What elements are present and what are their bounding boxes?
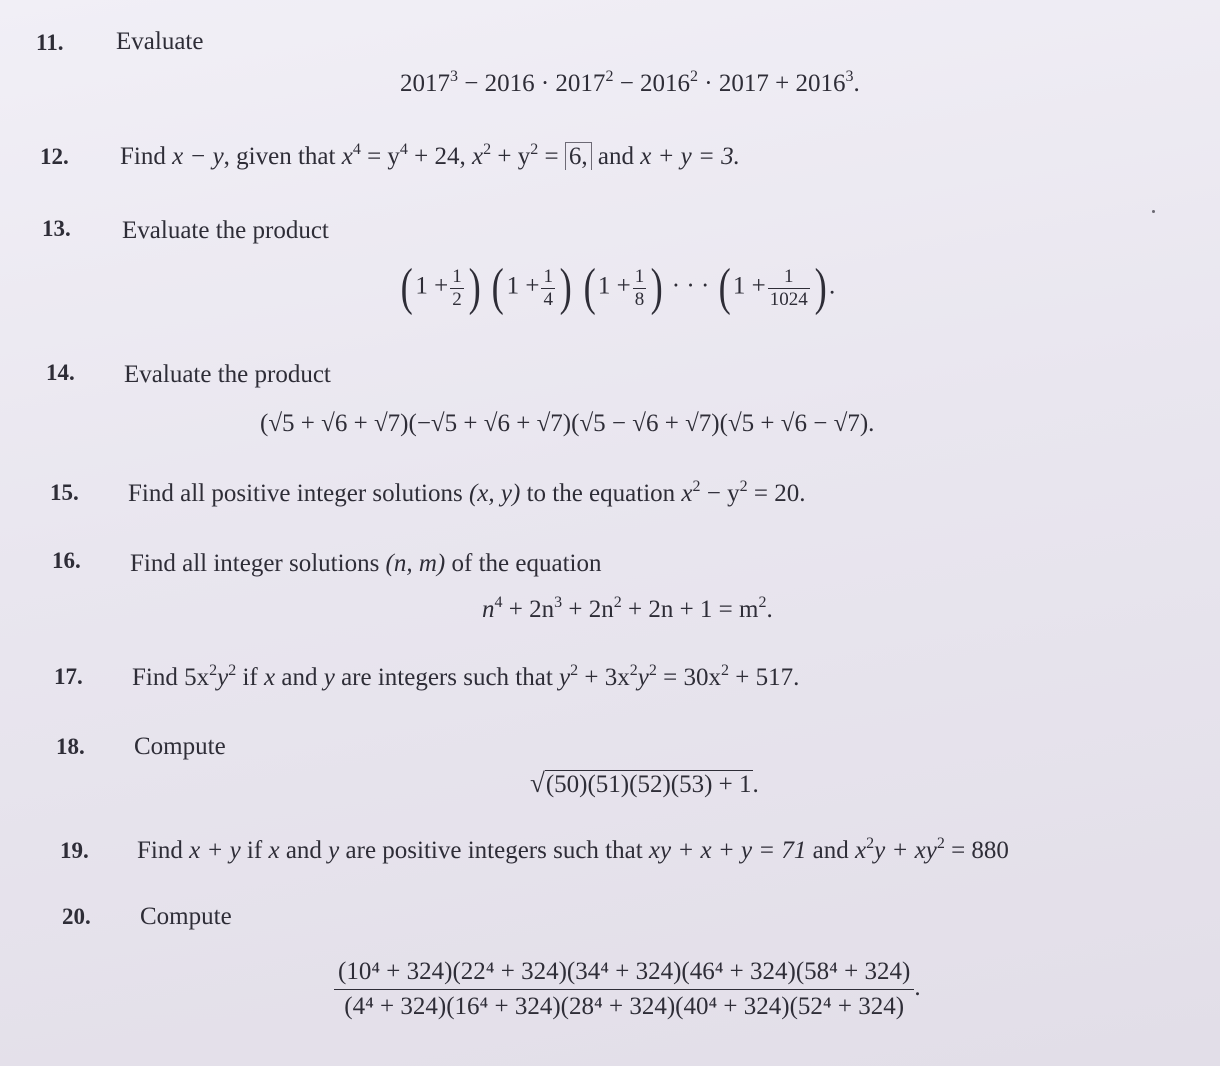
problem-11-number: 11. <box>36 30 64 55</box>
problem-16-text: Find all integer solutions (n, m) of the equation <box>130 550 602 577</box>
problem-20-number: 20. <box>62 904 91 929</box>
problem-15-number: 15. <box>50 480 79 505</box>
boxed-value: 6, <box>565 142 592 170</box>
problem-19-text: Find x + y if x and y are positive integers such that xy + x + y = 71 and $x^2y + xy^2 = 880$ <box>137 835 1009 864</box>
problem-14-number: 14. <box>46 360 75 385</box>
problem-13-text: Evaluate the product <box>122 217 329 244</box>
problem-15-text: Find all positive integer solutions (x, y) to the equation $x^2 - y^2 = 20$. <box>128 478 806 507</box>
problem-17-text: Find $5x^2y^2$ if x and y are integers such that $y^2 + 3x^2y^2 = 30x^2 + 517$. <box>132 662 800 691</box>
problem-12-number: 12. <box>40 144 69 169</box>
problem-20-fraction: $\frac{\text{(10⁴ + 324)(22⁴ + 324)(34⁴ + 324)(46⁴ + 324)(58⁴ + 324)}}{\text{(4⁴ + 324)(16⁴ + 324)(28⁴ + 324)(40⁴ + 324)(52⁴ + 324)}}$ . <box>334 958 921 1021</box>
problem-13-product: ( 1 + $\frac{1}{2}$ ) ( 1 + $\frac{1}{4}$ ) ( 1 + $\frac{1}{8}$ ) · · · ( 1 + $\frac{1}{1024}$ ) . <box>400 259 836 316</box>
problem-13-number: 13. <box>42 216 71 241</box>
fraction-denominator: (4⁴ + 324)(16⁴ + 324)(28⁴ + 324)(40⁴ + 324)(52⁴ + 324) <box>334 989 914 1021</box>
problem-16-number: 16. <box>52 548 81 573</box>
problem-17-number: 17. <box>54 664 83 689</box>
problem-14-text: Evaluate the product <box>124 361 331 388</box>
problem-18-number: 18. <box>56 734 85 759</box>
problem-11-expression: $2017^3 - 2016 \cdot 2017^2 - 2016^2 \cdot 2017 + 2016^3$. <box>400 68 860 97</box>
problem-11-text: Evaluate <box>116 28 204 55</box>
problem-19-number: 19. <box>60 838 89 863</box>
problem-12-text: Find x − y, given that $x^4 = y^4 + 24$, $x^2 + y^2 = 6$, and x + y = 3. <box>120 141 740 170</box>
fraction-numerator: (10⁴ + 324)(22⁴ + 324)(34⁴ + 324)(46⁴ + 324)(58⁴ + 324) <box>338 958 911 985</box>
problem-16-equation: $n^4 + 2n^3 + 2n^2 + 2n + 1 = m^2$. <box>482 594 773 623</box>
problem-14-expression: (√5 + √6 + √7)(−√5 + √6 + √7)(√5 − √6 + √7)(√5 + √6 − √7). <box>260 410 875 437</box>
problem-18-text: Compute <box>134 733 226 760</box>
problem-20-text: Compute <box>140 903 232 930</box>
problem-18-expression: √(50)(51)(52)(53) + 1. <box>530 768 759 798</box>
paper-speck <box>1152 210 1155 213</box>
